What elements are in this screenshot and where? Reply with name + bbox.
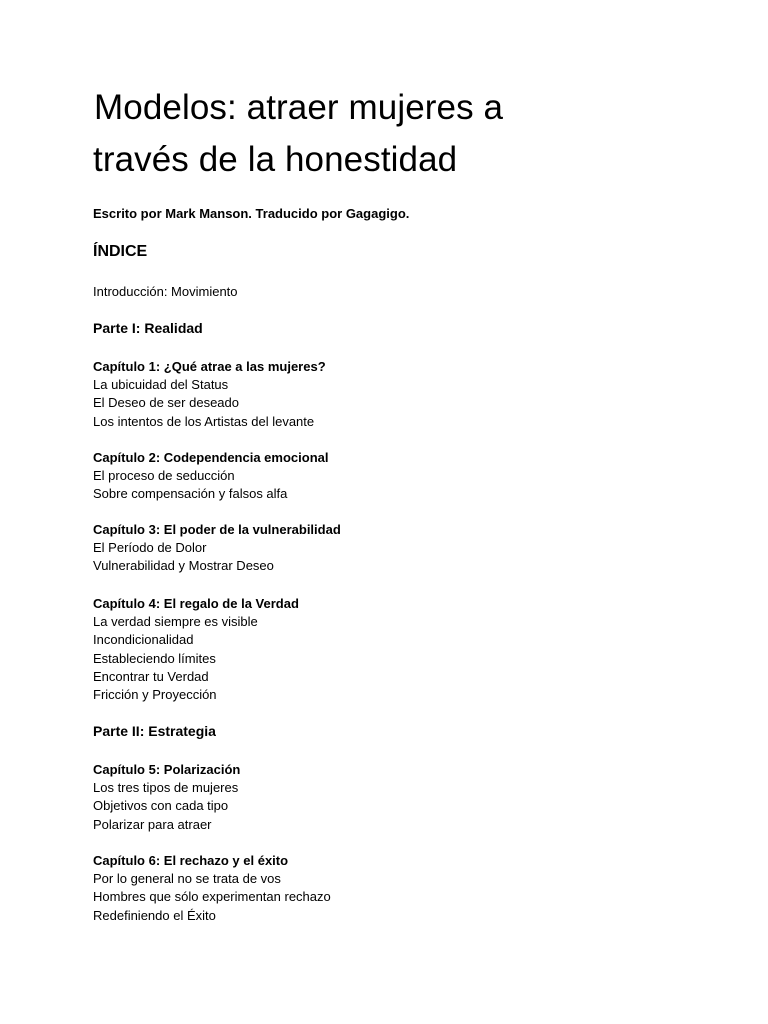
chapter-title: Capítulo 3: El poder de la vulnerabilidad [93,522,341,537]
part-2-heading: Parte II: Estrategia [93,723,216,739]
chapter-6 [93,852,693,925]
chapter-title: Capítulo 1: ¿Qué atrae a las mujeres? [93,359,326,374]
chapter-title: Capítulo 5: Polarización [93,762,241,777]
chapter-5 [93,761,693,834]
chapter-title: Capítulo 4: El regalo de la Verdad [93,596,299,611]
chapter-title: Capítulo 6: El rechazo y el éxito [93,853,289,868]
byline: Escrito por Mark Manson. Traducido por Gagagigo. [93,206,410,221]
chapter-item: Los intentos de los Artistas del levante [93,413,315,429]
chapter-item: La verdad siempre es visible [93,614,258,630]
chapter-item: El Deseo de ser deseado [93,395,239,411]
chapter-item: El proceso de seducción [93,468,235,484]
chapter-item: Hombres que sólo experimentan rechazo [93,889,331,905]
chapter-item: Objetivos con cada tipo [93,798,229,814]
chapter-item: Vulnerabilidad y Mostrar Deseo [93,558,274,574]
chapter-item: Sobre compensación y falsos alfa [93,486,288,502]
chapter-title: Capítulo 2: Codependencia emocional [93,450,329,465]
chapter-item: Incondicionalidad [93,632,194,648]
chapter-item: Redefiniendo el Éxito [93,907,216,923]
chapter-1 [93,358,693,431]
title-line-1: Modelos: atraer mujeres a [94,88,504,127]
chapter-item: Fricción y Proyección [93,687,217,703]
chapter-item: El Período de Dolor [93,540,207,556]
chapter-4 [93,595,693,704]
chapter-item: Por lo general no se trata de vos [93,871,281,887]
chapter-2 [93,449,693,504]
chapter-item: La ubicuidad del Status [93,377,229,393]
introduction-entry: Introducción: Movimiento [93,284,238,299]
index-heading: ÍNDICE [93,243,148,260]
chapter-item: Encontrar tu Verdad [93,668,209,684]
chapter-item: Los tres tipos de mujeres [93,780,239,796]
part-1-heading: Parte I: Realidad [93,320,203,336]
chapter-3 [93,521,693,576]
chapter-item: Polarizar para atraer [93,816,212,832]
chapter-item: Estableciendo límites [93,650,216,666]
title-line-2: través de la honestidad [93,140,458,179]
